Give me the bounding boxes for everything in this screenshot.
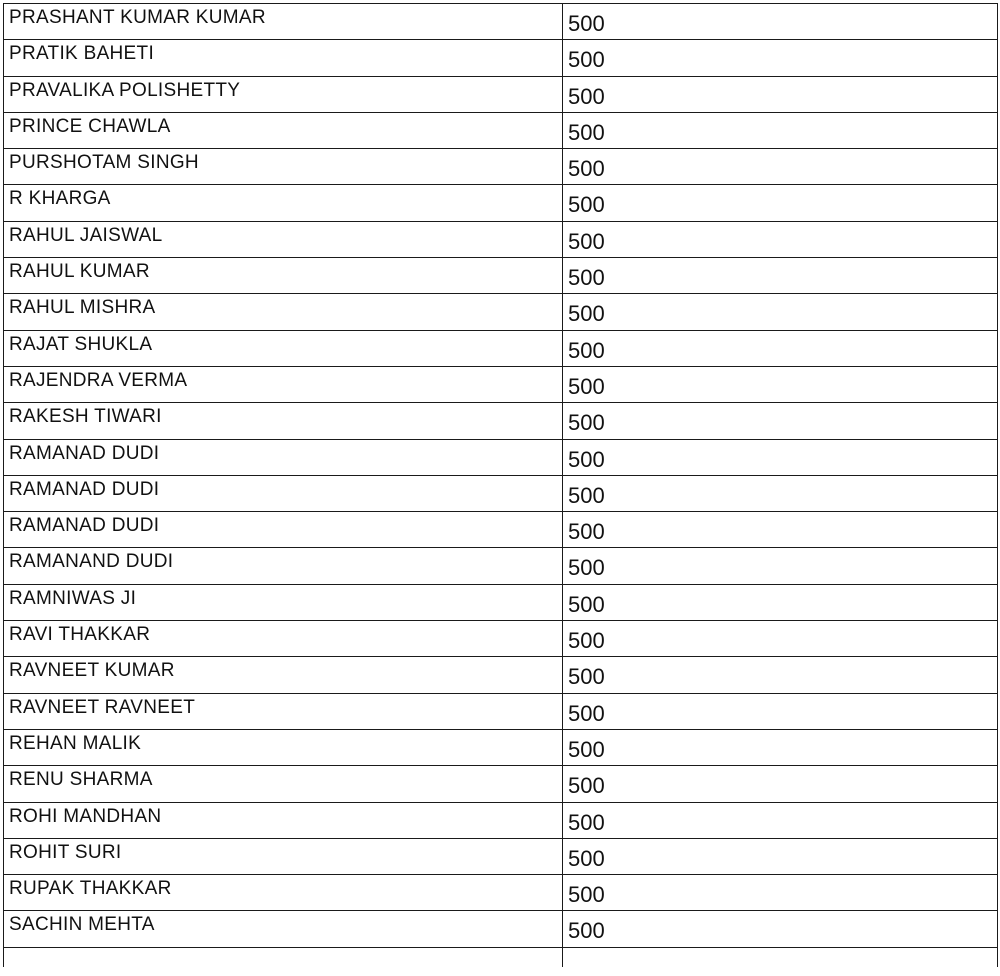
table-row bbox=[4, 221, 998, 257]
table-row bbox=[4, 621, 998, 657]
name-cell: RUPAK THAKKAR bbox=[4, 875, 563, 911]
table-body bbox=[4, 4, 998, 968]
name-cell: ROHIT SURI bbox=[4, 838, 563, 874]
amount-cell: 500 bbox=[563, 149, 998, 185]
amount-cell: 500 bbox=[563, 512, 998, 548]
table-row bbox=[4, 439, 998, 475]
amount-cell: 500 bbox=[563, 4, 998, 40]
amount-cell: 500 bbox=[563, 584, 998, 620]
table-row bbox=[4, 185, 998, 221]
name-cell: RAJENDRA VERMA bbox=[4, 366, 563, 402]
table-row bbox=[4, 729, 998, 765]
amount-cell: 500 bbox=[563, 475, 998, 511]
name-cell: PRINCE CHAWLA bbox=[4, 112, 563, 148]
name-cell: PURSHOTAM SINGH bbox=[4, 149, 563, 185]
table-row bbox=[4, 548, 998, 584]
name-cell: PRAVALIKA POLISHETTY bbox=[4, 76, 563, 112]
table-row bbox=[4, 693, 998, 729]
amount-cell bbox=[563, 947, 998, 967]
table-row-partial bbox=[4, 947, 998, 967]
table-row bbox=[4, 4, 998, 40]
donor-table bbox=[3, 3, 998, 967]
table-row bbox=[4, 911, 998, 947]
name-cell: RAMANAND DUDI bbox=[4, 548, 563, 584]
name-cell: RAHUL KUMAR bbox=[4, 258, 563, 294]
amount-cell: 500 bbox=[563, 911, 998, 947]
table-row bbox=[4, 330, 998, 366]
name-cell: R KHARGA bbox=[4, 185, 563, 221]
amount-cell: 500 bbox=[563, 729, 998, 765]
name-cell bbox=[4, 947, 563, 967]
table-row bbox=[4, 875, 998, 911]
amount-cell: 500 bbox=[563, 693, 998, 729]
amount-cell: 500 bbox=[563, 294, 998, 330]
amount-cell: 500 bbox=[563, 40, 998, 76]
table-row bbox=[4, 76, 998, 112]
name-cell: REHAN MALIK bbox=[4, 729, 563, 765]
name-cell: RAMANAD DUDI bbox=[4, 439, 563, 475]
name-cell: RAHUL MISHRA bbox=[4, 294, 563, 330]
table-row bbox=[4, 475, 998, 511]
table-row bbox=[4, 403, 998, 439]
amount-cell: 500 bbox=[563, 766, 998, 802]
name-cell: SACHIN MEHTA bbox=[4, 911, 563, 947]
name-cell: RAMANAD DUDI bbox=[4, 475, 563, 511]
amount-cell: 500 bbox=[563, 76, 998, 112]
table-row bbox=[4, 149, 998, 185]
amount-cell: 500 bbox=[563, 221, 998, 257]
table-row bbox=[4, 512, 998, 548]
table-row bbox=[4, 766, 998, 802]
name-cell: RAHUL JAISWAL bbox=[4, 221, 563, 257]
table-row bbox=[4, 657, 998, 693]
name-cell: PRASHANT KUMAR KUMAR bbox=[4, 4, 563, 40]
amount-cell: 500 bbox=[563, 185, 998, 221]
amount-cell: 500 bbox=[563, 439, 998, 475]
table-row bbox=[4, 584, 998, 620]
table-row bbox=[4, 294, 998, 330]
table-row bbox=[4, 258, 998, 294]
amount-cell: 500 bbox=[563, 657, 998, 693]
name-cell: RAVNEET RAVNEET bbox=[4, 693, 563, 729]
table-row bbox=[4, 40, 998, 76]
table-row bbox=[4, 366, 998, 402]
name-cell: RENU SHARMA bbox=[4, 766, 563, 802]
amount-cell: 500 bbox=[563, 621, 998, 657]
name-cell: RAVNEET KUMAR bbox=[4, 657, 563, 693]
amount-cell: 500 bbox=[563, 838, 998, 874]
name-cell: RAJAT SHUKLA bbox=[4, 330, 563, 366]
name-cell: RAMANAD DUDI bbox=[4, 512, 563, 548]
table-row bbox=[4, 838, 998, 874]
amount-cell: 500 bbox=[563, 112, 998, 148]
name-cell: RAMNIWAS JI bbox=[4, 584, 563, 620]
amount-cell: 500 bbox=[563, 330, 998, 366]
name-cell: RAKESH TIWARI bbox=[4, 403, 563, 439]
table-row bbox=[4, 112, 998, 148]
name-cell: RAVI THAKKAR bbox=[4, 621, 563, 657]
amount-cell: 500 bbox=[563, 403, 998, 439]
amount-cell: 500 bbox=[563, 258, 998, 294]
table-row bbox=[4, 802, 998, 838]
name-cell: PRATIK BAHETI bbox=[4, 40, 563, 76]
amount-cell: 500 bbox=[563, 366, 998, 402]
amount-cell: 500 bbox=[563, 875, 998, 911]
amount-cell: 500 bbox=[563, 802, 998, 838]
amount-cell: 500 bbox=[563, 548, 998, 584]
name-cell: ROHI MANDHAN bbox=[4, 802, 563, 838]
